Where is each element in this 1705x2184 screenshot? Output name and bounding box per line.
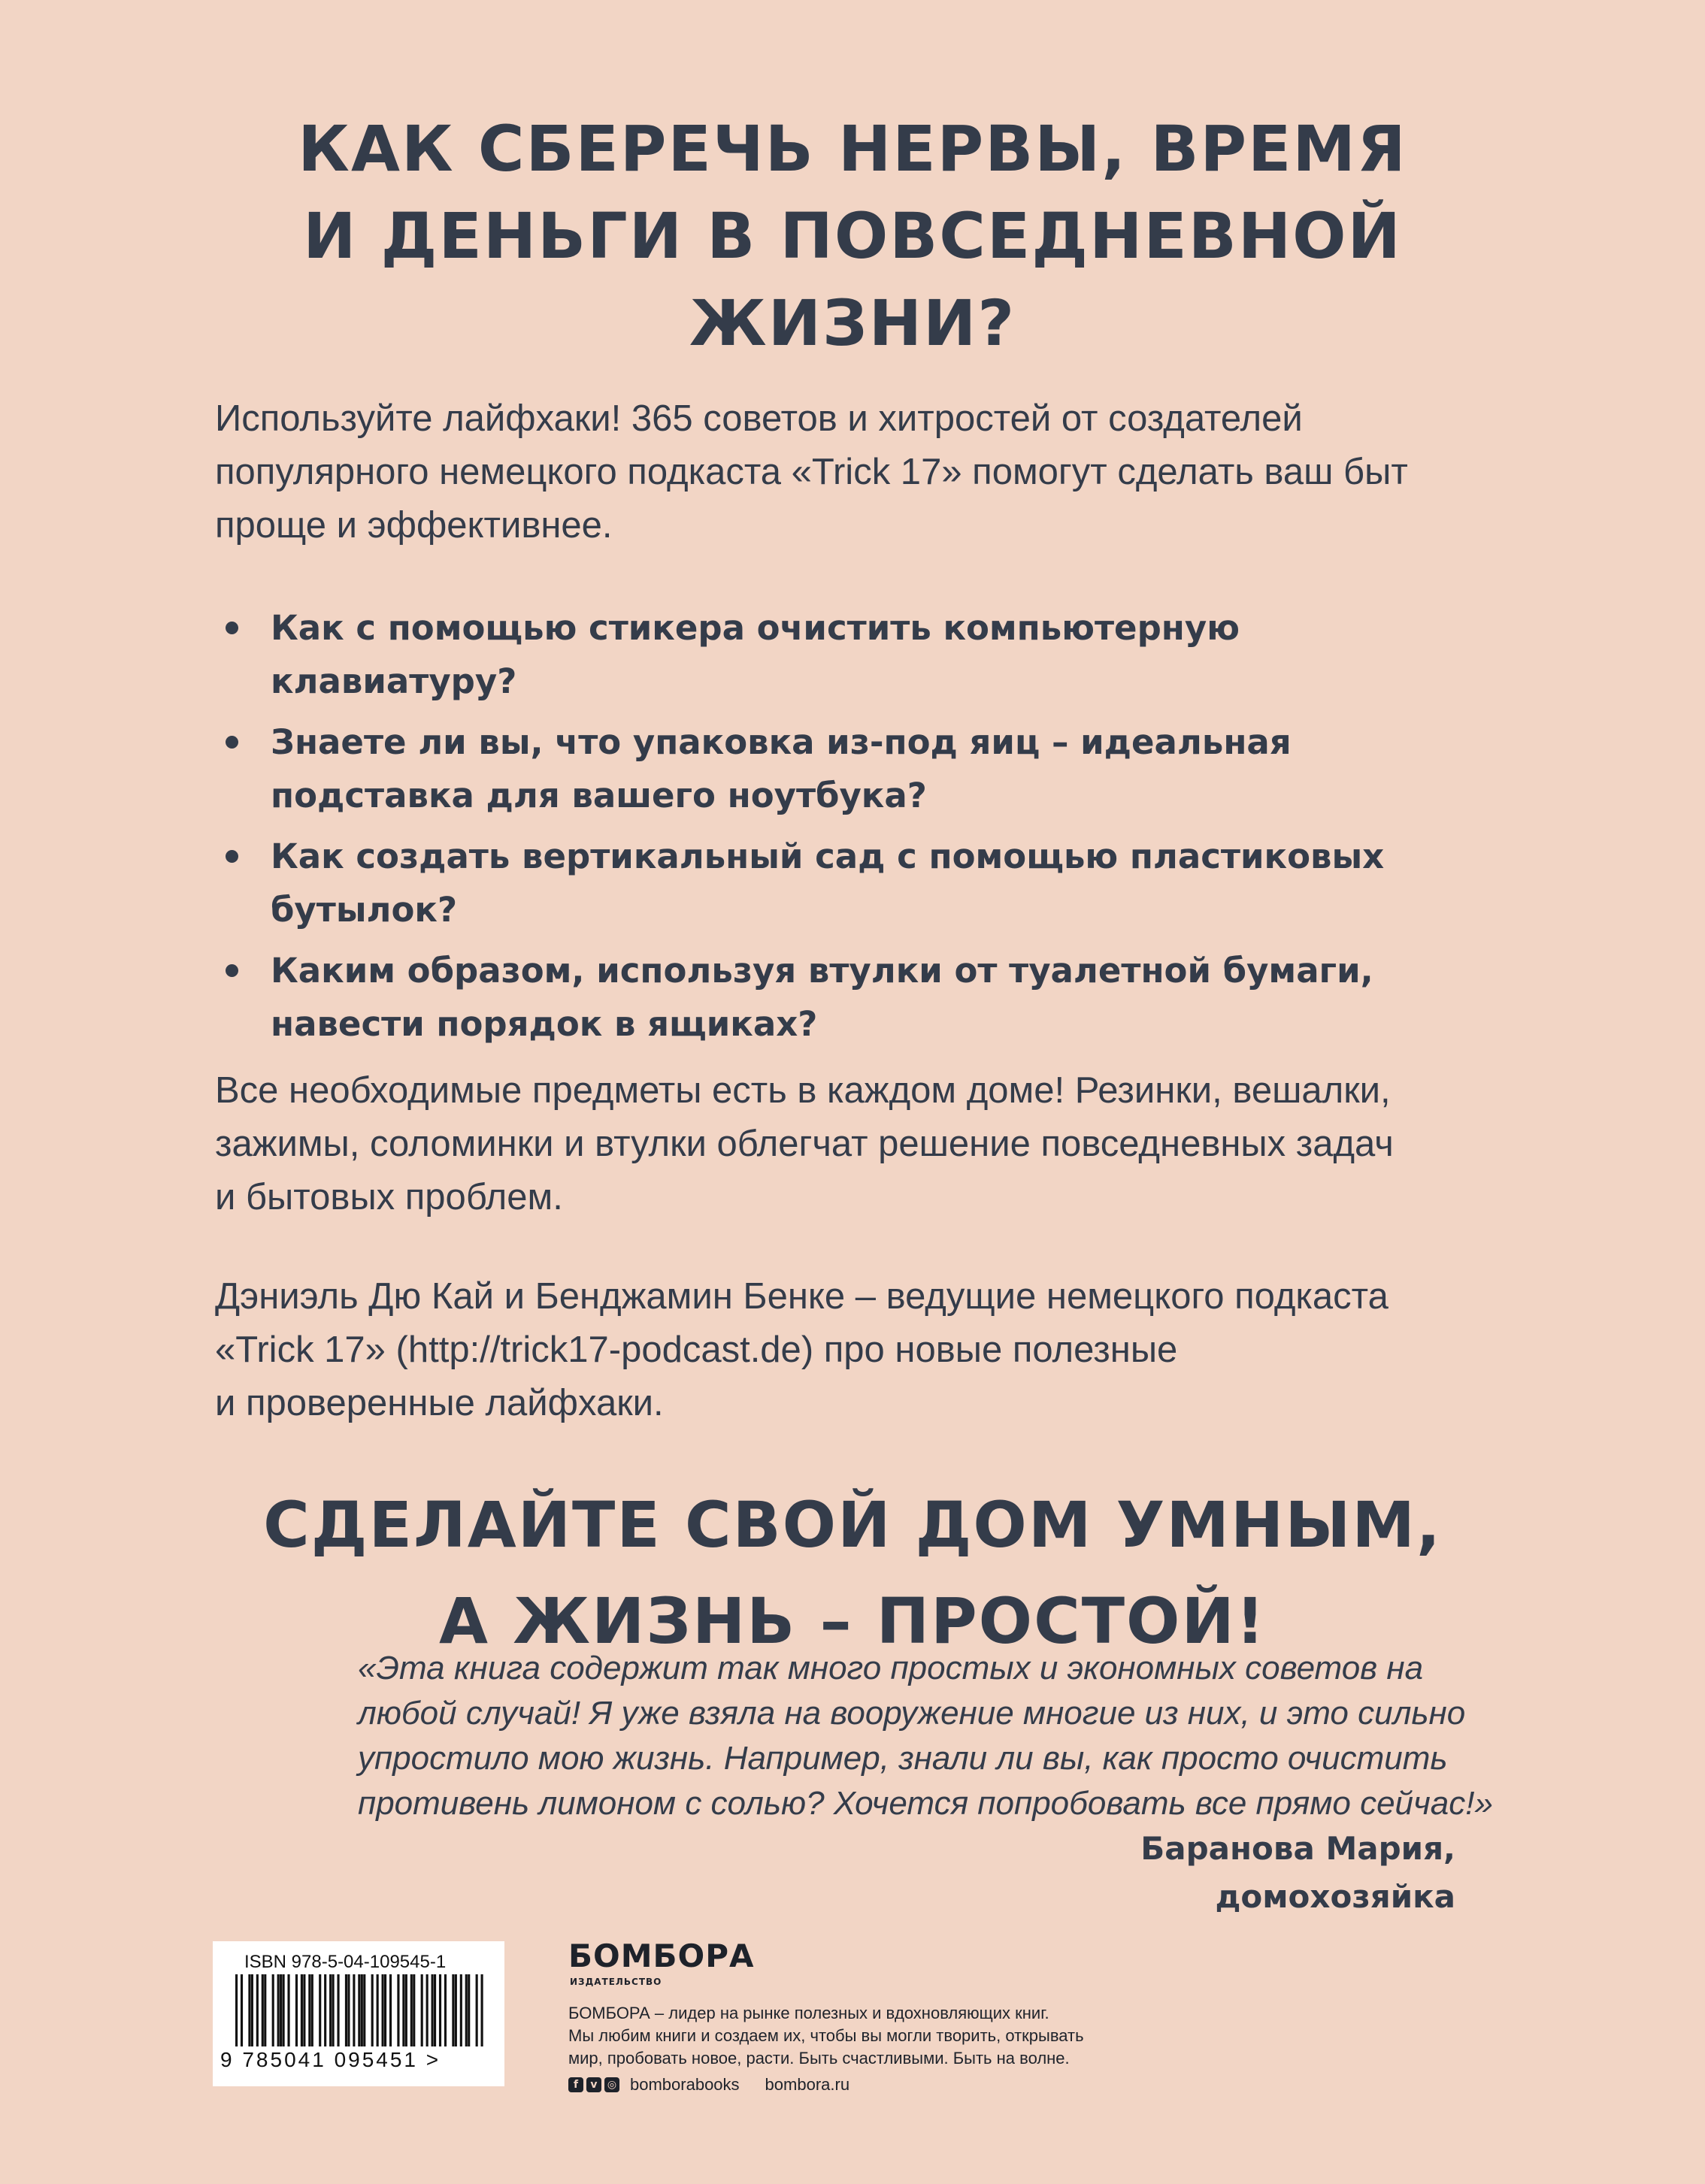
- publisher-logo: БОМБОРА: [568, 1937, 755, 1974]
- barcode-bar: [262, 1974, 264, 2046]
- instagram-icon: ◎: [604, 2077, 619, 2092]
- authors-line: Дэниэль Дю Кай и Бенджамин Бенке – ведущие немецкого подкаста: [215, 1276, 1389, 1317]
- barcode-box: [213, 1941, 504, 2086]
- publisher-subtitle: ИЗДАТЕЛЬСТВО: [570, 1977, 662, 1987]
- publisher-description-line: мир, пробовать новое, расти. Быть счастливыми. Быть на волне.: [568, 2049, 1070, 2068]
- headline-top-line: И ДЕНЬГИ В ПОВСЕДНЕВНОЙ: [303, 199, 1402, 273]
- publisher-description-line: БОМБОРА – лидер на рынке полезных и вдохновляющих книг.: [568, 2004, 1049, 2022]
- publisher-site: bombora.ru: [765, 2075, 850, 2094]
- barcode-bar: [460, 1974, 462, 2046]
- barcode-bar: [248, 1974, 250, 2046]
- barcode-bar: [421, 1974, 423, 2046]
- bullet-line: Как создать вертикальный сад с помощью пластиковых: [271, 836, 1385, 876]
- items-paragraph: [215, 1064, 1493, 1224]
- barcode-bar: [410, 1974, 413, 2046]
- headline-bottom-line: СДЕЛАЙТЕ СВОЙ ДОМ УМНЫМ,: [263, 1488, 1442, 1562]
- barcode-bar: [256, 1974, 259, 2046]
- barcode-bar: [439, 1974, 441, 2046]
- bullet-line: подставка для вашего ноутбука?: [271, 776, 927, 815]
- barcode-bar: [405, 1974, 407, 2046]
- barcode-bar: [413, 1974, 415, 2046]
- barcode-bar: [301, 1974, 303, 2046]
- quote-line: любой случай! Я уже взяла на вооружение многие из них, и это сильно: [358, 1695, 1466, 1732]
- bullet-line: навести порядок в ящиках?: [271, 1004, 818, 1044]
- authors-paragraph: [215, 1270, 1493, 1430]
- barcode-bar: [295, 1974, 298, 2046]
- barcode-bar: [468, 1974, 470, 2046]
- barcode-bar: [444, 1974, 447, 2046]
- headline-bottom: [0, 1477, 1705, 1669]
- quote-author-role: домохозяйка: [1215, 1878, 1455, 1915]
- barcode-bar: [426, 1974, 429, 2046]
- barcode-digits: 9 785041 095451 >: [220, 2048, 441, 2071]
- bullet-dot-icon: [226, 964, 238, 977]
- barcode-bar: [311, 1974, 313, 2046]
- bullet-item: [215, 944, 1523, 1051]
- quote-line: упростило мою жизнь. Например, знали ли вы, как просто очистить: [358, 1740, 1448, 1777]
- isbn-label: ISBN 978-5-04-109545-1: [244, 1952, 447, 1972]
- barcode-bar: [377, 1974, 379, 2046]
- barcode-bar: [303, 1974, 305, 2046]
- barcode-bar: [455, 1974, 457, 2046]
- intro-paragraph: [215, 392, 1493, 552]
- barcode-bar: [402, 1974, 404, 2046]
- bullet-line: Каким образом, используя втулки от туалетной бумаги,: [271, 951, 1373, 991]
- barcode-icon: [235, 1974, 483, 2046]
- bullet-line: бутылок?: [271, 890, 458, 930]
- barcode-bar: [324, 1974, 326, 2046]
- bullet-line: клавиатуру?: [271, 661, 517, 701]
- bullet-item: [215, 830, 1523, 936]
- vk-icon: v: [586, 2077, 601, 2092]
- items-line: Все необходимые предметы есть в каждом доме! Резинки, вешалки,: [215, 1070, 1391, 1111]
- bullet-item: [215, 601, 1523, 708]
- intro-line: Используйте лайфхаки! 365 советов и хитростей от создателей: [215, 398, 1303, 439]
- intro-line: популярного немецкого подкаста «Trick 17» помогут сделать ваш быт: [215, 452, 1408, 492]
- barcode-bar: [308, 1974, 310, 2046]
- barcode-bar: [264, 1974, 266, 2046]
- barcode-bar: [319, 1974, 321, 2046]
- headline-top: [0, 105, 1705, 367]
- intro-line: проще и эффективнее.: [215, 505, 613, 546]
- bullet-line: Знаете ли вы, что упаковка из-под яиц – идеальная: [271, 722, 1292, 762]
- social-row: [568, 2074, 849, 2095]
- barcode-bar: [361, 1974, 363, 2046]
- barcode-bar: [280, 1974, 282, 2046]
- barcode-bar: [384, 1974, 386, 2046]
- quote-author-name: Баранова Мария,: [1140, 1830, 1455, 1867]
- barcode-bar: [283, 1974, 285, 2046]
- bullet-dot-icon: [226, 622, 238, 634]
- barcode-bar: [382, 1974, 384, 2046]
- bullet-list: [215, 601, 1523, 1058]
- bullet-item: [215, 715, 1523, 822]
- facebook-icon: f: [568, 2077, 583, 2092]
- barcode-bar: [241, 1974, 243, 2046]
- bullet-line: Как с помощью стикера очистить компьютерную: [271, 608, 1240, 648]
- quote-line: противень лимоном с солью? Хочется попробовать все прямо сейчас!»: [358, 1785, 1493, 1822]
- barcode-bar: [235, 1974, 238, 2046]
- barcode-bar: [476, 1974, 478, 2046]
- barcode-bar: [272, 1974, 274, 2046]
- publisher-description: [568, 2002, 1140, 2070]
- barcode-bar: [452, 1974, 454, 2046]
- bullet-dot-icon: [226, 850, 238, 863]
- barcode-bar: [481, 1974, 483, 2046]
- headline-top-line: ЖИЗНИ?: [689, 286, 1016, 360]
- barcode-bar: [332, 1974, 335, 2046]
- items-line: зажимы, соломинки и втулки облегчат решение повседневных задач: [215, 1124, 1394, 1164]
- barcode-bar: [337, 1974, 339, 2046]
- publisher-description-line: Мы любим книги и создаем их, чтобы вы могли творить, открывать: [568, 2026, 1084, 2045]
- barcode-bar: [358, 1974, 360, 2046]
- barcode-bar: [389, 1974, 392, 2046]
- barcode-bar: [329, 1974, 332, 2046]
- barcode-bar: [397, 1974, 399, 2046]
- authors-line: «Trick 17» (http://trick17-podcast.de) про новые полезные: [215, 1329, 1178, 1370]
- authors-line: и проверенные лайфхаки.: [215, 1383, 664, 1423]
- social-handle: bomborabooks: [630, 2075, 740, 2094]
- barcode-bar: [287, 1974, 289, 2046]
- barcode-bar: [353, 1974, 355, 2046]
- barcode-bar: [363, 1974, 365, 2046]
- barcode-bar: [432, 1974, 434, 2046]
- bullet-dot-icon: [226, 736, 238, 749]
- barcode-bar: [345, 1974, 347, 2046]
- barcode-bar: [347, 1974, 350, 2046]
- quote-author: [1140, 1825, 1455, 1921]
- barcode-bar: [277, 1974, 280, 2046]
- review-quote: [358, 1646, 1493, 1826]
- quote-line: «Эта книга содержит так много простых и экономных советов на: [358, 1650, 1424, 1686]
- headline-bottom-line: А ЖИЗНЬ – ПРОСТОЙ!: [438, 1584, 1267, 1658]
- barcode-bar: [371, 1974, 374, 2046]
- barcode-bar: [251, 1974, 253, 2046]
- headline-top-line: КАК СБЕРЕЧЬ НЕРВЫ, ВРЕМЯ: [298, 112, 1407, 186]
- barcode-bar: [434, 1974, 436, 2046]
- barcode-bar: [465, 1974, 468, 2046]
- items-line: и бытовых проблем.: [215, 1177, 563, 1218]
